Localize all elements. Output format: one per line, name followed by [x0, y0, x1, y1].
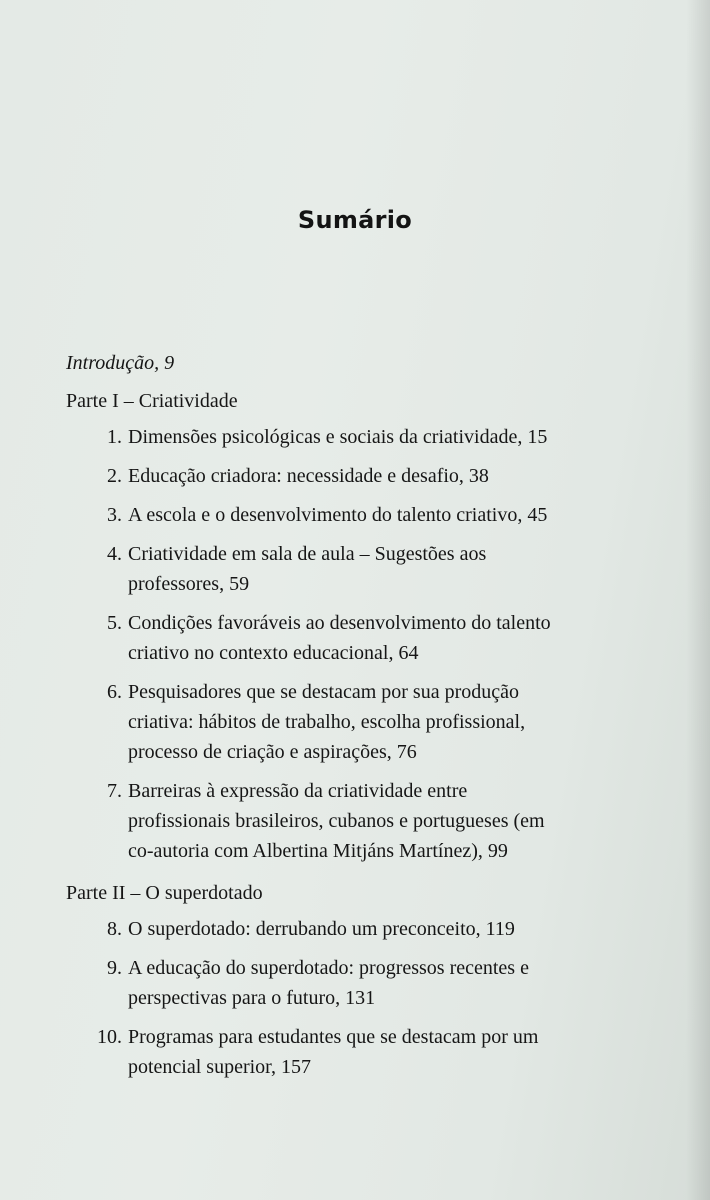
toc-part-1-heading: Parte I – Criatividade — [66, 390, 238, 412]
toc-entry-line: Educação criadora: necessidade e desafio, 38 — [128, 465, 489, 487]
toc-entry-line: criativo no contexto educacional, 64 — [128, 642, 419, 664]
toc-entry-line: O superdotado: derrubando um preconceito, 119 — [128, 918, 515, 940]
page-edge-shadow — [686, 0, 710, 1200]
toc-entry-number: 9. — [107, 957, 122, 979]
toc-entry-number: 5. — [107, 612, 122, 634]
toc-entry-line: profissionais brasileiros, cubanos e portugueses (em — [128, 810, 545, 832]
toc-part-2-entries — [66, 914, 666, 1082]
toc-entry-number: 3. — [107, 504, 122, 526]
toc-entry-text — [128, 500, 666, 530]
toc-entry-line: potencial superior, 157 — [128, 1056, 312, 1078]
page-title: Sumário — [297, 206, 413, 234]
table-of-contents — [66, 348, 666, 1094]
toc-entry-line: Dimensões psicológicas e sociais da criatividade, 15 — [128, 426, 548, 448]
toc-entry — [66, 539, 666, 599]
toc-entry-line: co-autoria com Albertina Mitjáns Martínez), 99 — [128, 840, 508, 862]
toc-entry-line: A escola e o desenvolvimento do talento criativo, 45 — [128, 504, 548, 526]
toc-entry-number: 6. — [107, 681, 122, 703]
toc-entry — [66, 953, 666, 1013]
toc-entry — [66, 677, 666, 767]
toc-entry-line: criativa: hábitos de trabalho, escolha profissional, — [128, 711, 526, 733]
toc-entry-line: Condições favoráveis ao desenvolvimento do talento — [128, 612, 551, 634]
toc-entry — [66, 914, 666, 944]
toc-part-1-entries — [66, 422, 666, 866]
toc-entry-text — [128, 677, 666, 767]
toc-entry-number: 10. — [97, 1026, 122, 1048]
toc-entry — [66, 1022, 666, 1082]
toc-entry-line: Barreiras à expressão da criatividade entre — [128, 780, 468, 802]
toc-entry — [66, 461, 666, 491]
toc-entry — [66, 776, 666, 866]
toc-entry-text — [128, 461, 666, 491]
toc-entry-number: 2. — [107, 465, 122, 487]
toc-entry — [66, 608, 666, 668]
toc-entry-line: processo de criação e aspirações, 76 — [128, 741, 417, 763]
toc-entry-text — [128, 776, 666, 866]
toc-entry-number: 8. — [107, 918, 122, 940]
toc-entry-number: 7. — [107, 780, 122, 802]
toc-entry-text — [128, 539, 666, 599]
toc-entry-line: Pesquisadores que se destacam por sua produção — [128, 681, 519, 703]
toc-part-2-heading: Parte II – O superdotado — [66, 882, 263, 904]
toc-entry — [66, 500, 666, 530]
toc-entry-line: professores, 59 — [128, 573, 250, 595]
toc-entry-line: A educação do superdotado: progressos recentes e — [128, 957, 529, 979]
toc-entry-line: Programas para estudantes que se destacam por um — [128, 1026, 539, 1048]
toc-entry-number: 4. — [107, 543, 122, 565]
toc-intro: Introdução, 9 — [66, 352, 175, 374]
toc-entry-text — [128, 422, 666, 452]
toc-entry-line: perspectivas para o futuro, 131 — [128, 987, 376, 1009]
toc-entry-text — [128, 953, 666, 1013]
toc-entry-text — [128, 608, 666, 668]
toc-entry-number: 1. — [107, 426, 122, 448]
toc-entry-line: Criatividade em sala de aula – Sugestões aos — [128, 543, 487, 565]
toc-entry — [66, 422, 666, 452]
toc-entry-text — [128, 1022, 666, 1082]
toc-entry-text — [128, 914, 666, 944]
